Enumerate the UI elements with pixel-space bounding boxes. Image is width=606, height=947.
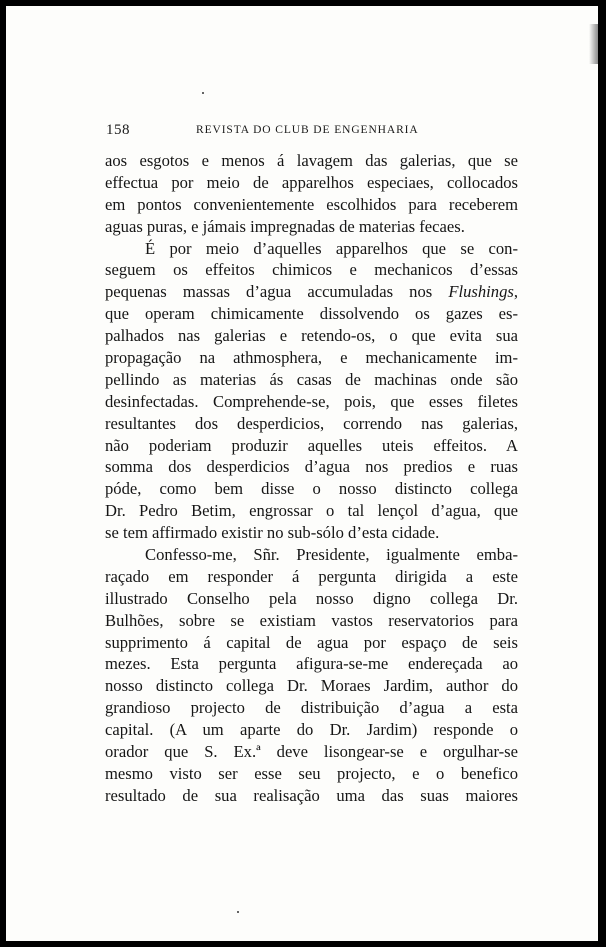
text-line: effectua por meio de apparelhos especiaes, collocados	[105, 172, 518, 192]
text-line: grandioso projecto de distribuição d’agua a esta	[105, 698, 518, 718]
italic-term: Flushings	[448, 282, 514, 302]
text-line: desinfectadas. Comprehende-se, pois, que esses filetes	[105, 391, 518, 411]
text-line: Dr. Pedro Betim, engrossar o tal lençol d’agua, que	[105, 501, 518, 521]
scan-speck	[202, 92, 204, 94]
scan-speck	[237, 911, 239, 913]
text-line: Bulhões, sobre se existiam vastos reservatorios para	[105, 610, 518, 630]
running-head: REVISTA DO CLUB DE ENGENHARIA	[196, 124, 419, 136]
text-line: aguas puras, e jámais impregnadas de materias fecaes.	[105, 216, 465, 236]
text-line: pellindo as materias ás casas de machinas onde são	[105, 369, 518, 389]
text-line: somma dos desperdicios d’agua nos predios e ruas	[105, 457, 518, 477]
text-line: aos esgotos e menos á lavagem das galerias, que se	[105, 151, 518, 170]
text-line: capital. (A um aparte do Dr. Jardim) responde o	[105, 720, 518, 740]
text-line: mezes. Esta pergunta afigura-se-me endereçada ao	[105, 654, 518, 674]
document-page	[6, 6, 598, 941]
text-line: palhados nas galerias e retendo-os, o que evita sua	[105, 326, 518, 346]
text-line: resultantes dos desperdicios, correndo nas galerias,	[105, 413, 518, 433]
paragraph-start-line: Confesso-me, Sñr. Presidente, igualmente emba-	[145, 545, 518, 565]
scan-edge-shadow	[589, 24, 598, 64]
text-line: que operam chimicamente dissolvendo os gazes es-	[105, 304, 518, 324]
text-line: raçado em responder á pergunta dirigida a este	[105, 566, 518, 586]
page-number: 158	[106, 122, 130, 138]
text-line: póde, como bem disse o nosso distincto collega	[105, 479, 518, 499]
text-line: em pontos convenientemente escolhidos para receberem	[105, 194, 518, 214]
text-line: seguem os effeitos chimicos e mechanicos d’essas	[105, 260, 518, 280]
text-line: propagação na athmosphera, e mechanicamente im-	[105, 348, 518, 368]
text-line: supprimento á capital de agua por espaço de seis	[105, 632, 518, 652]
text-line: se tem affirmado existir no sub-sólo d’esta cidade.	[105, 523, 440, 543]
page-header	[106, 122, 526, 142]
text-line: mesmo visto ser esse seu projecto, e o benefico	[105, 763, 518, 783]
text-line-fragment: pequenas massas d’agua accumuladas nos Flushings,	[105, 282, 518, 302]
text-line: resultado de sua realisação uma das suas maiores	[105, 785, 518, 805]
text-line: illustrado Conselho pela nosso digno collega Dr.	[105, 588, 518, 608]
text-line: nosso distincto collega Dr. Moraes Jardim, author do	[105, 676, 518, 696]
text-line: não poderiam produzir aquelles uteis effeitos. A	[105, 435, 518, 455]
paragraph-start-line: É por meio d’aquelles apparelhos que se con-	[145, 238, 518, 258]
body-text	[105, 150, 518, 807]
text-line: orador que S. Ex.ª deve lisongear-se e orgulhar-se	[105, 742, 518, 762]
text-line-with-italic	[105, 281, 518, 303]
